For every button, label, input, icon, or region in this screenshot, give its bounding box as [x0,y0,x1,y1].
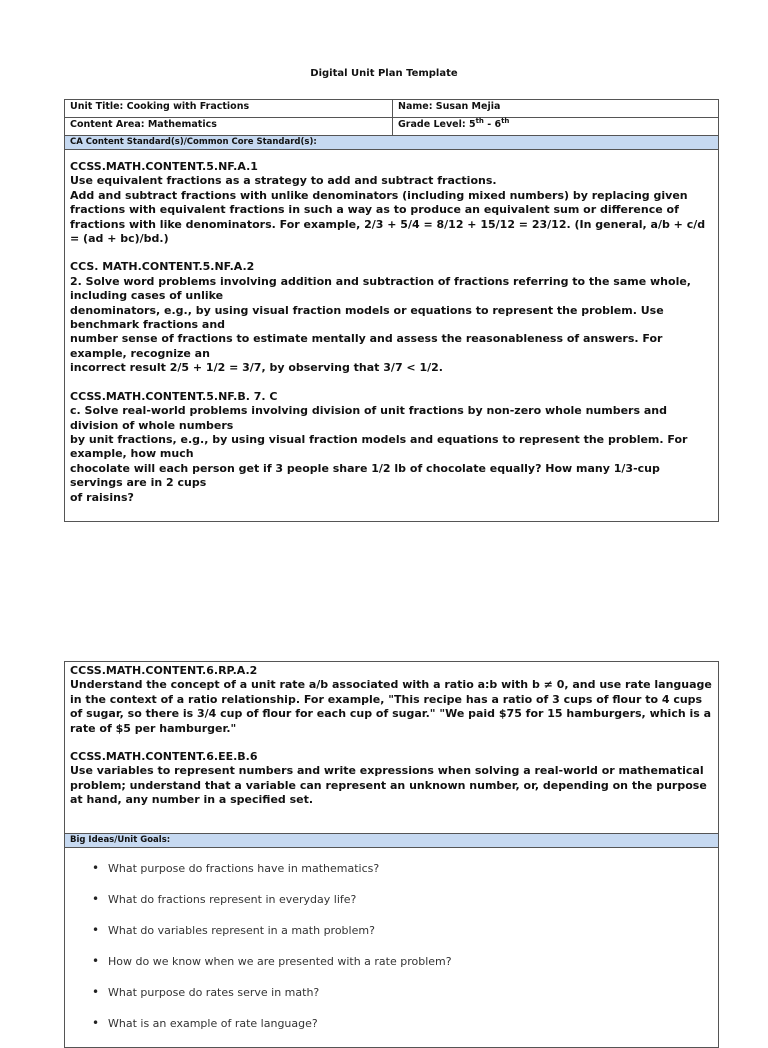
standard-text: Add and subtract fractions with unlike denominators (including mixed numbers) by replacing given fractions with equivalent fractions in such a way as to produce an equivalent sum or difference of fractions with like denominators. For example, 2/3 + 5/4 = 8/12 + 15/12 = 23/12. (In general, a/b + c/d = (ad + bc)/bd.) [70,188,706,246]
big-ideas-heading: Big Ideas/Unit Goals: [65,834,719,848]
standard-text: of raisins? [70,490,134,504]
standard-entry [70,750,713,808]
standard-code: CCSS.MATH.CONTENT.6.EE.B.6 [70,750,258,764]
name-cell: Name: Susan Mejia [393,100,719,118]
big-ideas-list [70,854,713,1040]
standard-text: number sense of fractions to estimate mentally and assess the reasonableness of answers. For example, recognize an [70,332,663,360]
unit-plan-table-page2 [64,661,719,1048]
unit-plan-table-page1 [64,99,719,522]
grade-level-mid: - 6 [483,119,502,130]
standards-heading: CA Content Standard(s)/Common Core Standard(s): [65,136,719,150]
standard-code: CCSS.MATH.CONTENT.6.RP.A.2 [70,664,258,677]
standard-text: Use variables to represent numbers and write expressions when solving a real-world or mathematical problem; understand that a variable can represent an unknown number, or, depending on the purpose at hand, any number in a specified set. [70,764,707,807]
big-idea-item: • What is an example of rate language? [108,1009,713,1040]
standards-block-page1 [65,150,719,522]
standard-entry [70,260,713,375]
standard-text: Use equivalent fractions as a strategy to add and subtract fractions. [70,174,497,188]
standard-text: Understand the concept of a unit rate a/b associated with a ratio a:b with b ≠ 0, and use rate language in the context of a ratio relationship. For example, "This recipe has a ratio of 3 cups of flour to 4 cups of sugar, so there is 3/4 cup of flour for each cup of sugar." "We paid $75 for 15 hamburgers, which is a rate of $5 per hamburger." [70,678,712,735]
grade-level-cell [393,118,719,136]
standard-entry [70,664,713,736]
big-idea-item: • What do fractions represent in everyday life? [108,885,713,916]
big-ideas-block [65,848,719,1048]
standard-code: CCS. MATH.CONTENT.5.NF.A.2 [70,260,255,274]
grade-level-sup-2: th [501,116,510,125]
standard-text: incorrect result 2/5 + 1/2 = 3/7, by observing that 3/7 < 1/2. [70,361,443,375]
standard-text: chocolate will each person get if 3 people share 1/2 lb of chocolate equally? How many 1/3-cup servings are in 2 cups [70,461,660,490]
standard-text: denominators, e.g., by using visual fraction models or equations to represent the problem. Use benchmark fractions and [70,303,664,332]
standard-code: CCSS.MATH.CONTENT.5.NF.B. 7. C [70,389,278,403]
big-idea-item: • How do we know when we are presented with a rate problem? [108,947,713,978]
grade-level-prefix: Grade Level: 5 [398,119,476,130]
big-idea-item: • What purpose do rates serve in math? [108,978,713,1009]
document-title: Digital Unit Plan Template [310,68,458,79]
standard-text: by unit fractions, e.g., by using visual fraction models and equations to represent the problem. For example, how much [70,432,688,461]
standards-block-page2 [65,662,719,834]
big-idea-item: • What purpose do fractions have in mathematics? [108,854,713,885]
standard-text: c. Solve real-world problems involving division of unit fractions by non-zero whole numbers and division of whole numbers [70,404,667,432]
big-idea-item: • What do variables represent in a math problem? [108,916,713,947]
standard-entry [70,390,713,505]
grade-level-sup-1: th [475,116,484,125]
standard-code: CCSS.MATH.CONTENT.5.NF.A.1 [70,160,258,173]
unit-title-cell: Unit Title: Cooking with Fractions [65,100,393,118]
content-area-cell: Content Area: Mathematics [65,118,393,136]
standard-text: 2. Solve word problems involving addition and subtraction of fractions referring to the same whole, including cases of unlike [70,274,691,303]
standard-entry [70,160,713,246]
